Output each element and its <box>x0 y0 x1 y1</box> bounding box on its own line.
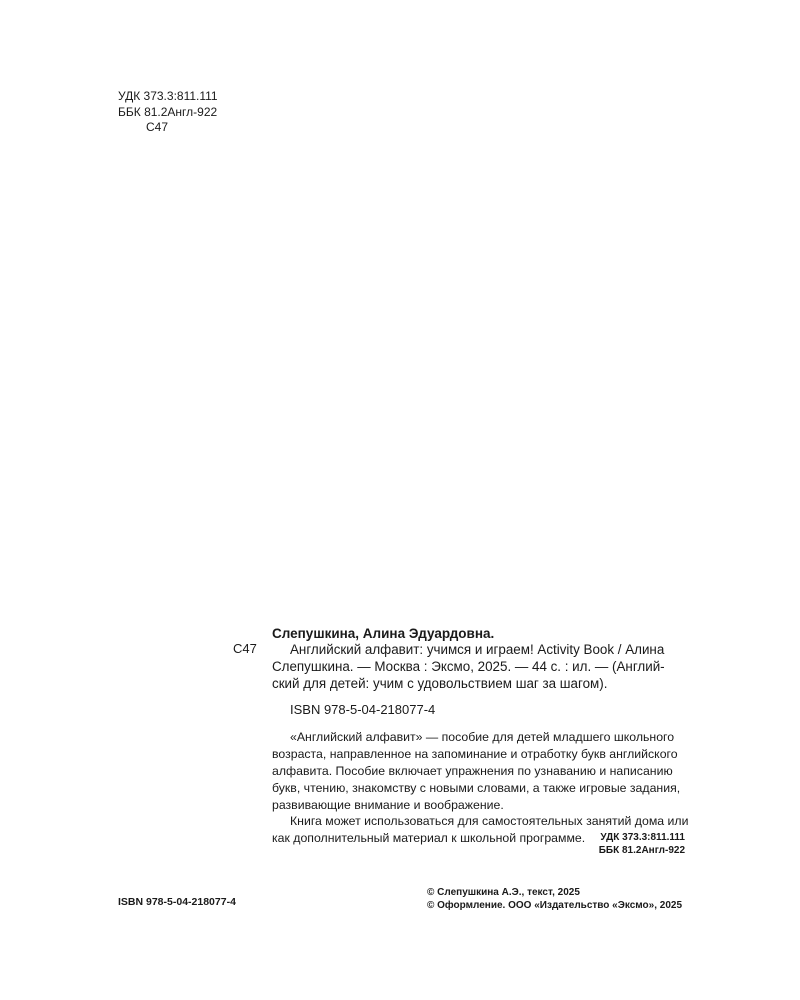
annotation-line: как дополнительный материал к школьной программе. <box>272 831 586 846</box>
udk-code: УДК 373.3:811.111 <box>118 89 218 103</box>
copyright-text: © Слепушкина А.Э., текст, 2025 <box>427 887 580 898</box>
classification-block-top <box>118 89 218 136</box>
entry-line: Английский алфавит: учимся и играем! Activity Book / Алина <box>290 642 665 657</box>
title-entry <box>272 642 692 692</box>
isbn-bottom: ISBN 978-5-04-218077-4 <box>118 896 236 908</box>
udk-code-right: УДК 373.3:811.111 <box>600 832 685 843</box>
bbk-code: ББК 81.2Англ-922 <box>118 104 218 119</box>
annotation-line: развивающие внимание и воображение. <box>272 797 504 812</box>
classification-block-right <box>545 832 685 857</box>
bibliographic-record <box>272 625 692 847</box>
bbk-code-right: ББК 81.2Англ-922 <box>598 844 685 856</box>
author-mark: С47 <box>233 641 257 656</box>
annotation-line: Книга может использоваться для самостоятельных занятий дома или <box>290 814 689 829</box>
annotation-line: «Английский алфавит» — пособие для детей младшего школьного <box>290 730 675 745</box>
copyright-design: © Оформление. ООО «Издательство «Эксмо», 2025 <box>427 900 683 911</box>
annotation <box>272 729 692 847</box>
annotation-line: алфавита. Пособие включает упражнения по узнаванию и написанию <box>272 763 673 778</box>
annotation-line: букв, чтению, знакомству с новыми словами, а также игровые задания, <box>272 780 681 795</box>
author-heading: Слепушкина, Алина Эдуардовна. <box>272 626 495 641</box>
entry-line: Слепушкина. — Москва : Эксмо, 2025. — 44 с. : ил. — (Англий- <box>272 658 665 674</box>
entry-line: ский для детей: учим с удовольствием шаг за шагом). <box>272 675 608 691</box>
copyright-notice <box>427 886 682 912</box>
author-sign: С47 <box>146 120 169 134</box>
isbn-line: ISBN 978-5-04-218077-4 <box>290 702 436 718</box>
annotation-line: возраста, направленное на запоминание и отработку букв английского <box>272 747 678 762</box>
